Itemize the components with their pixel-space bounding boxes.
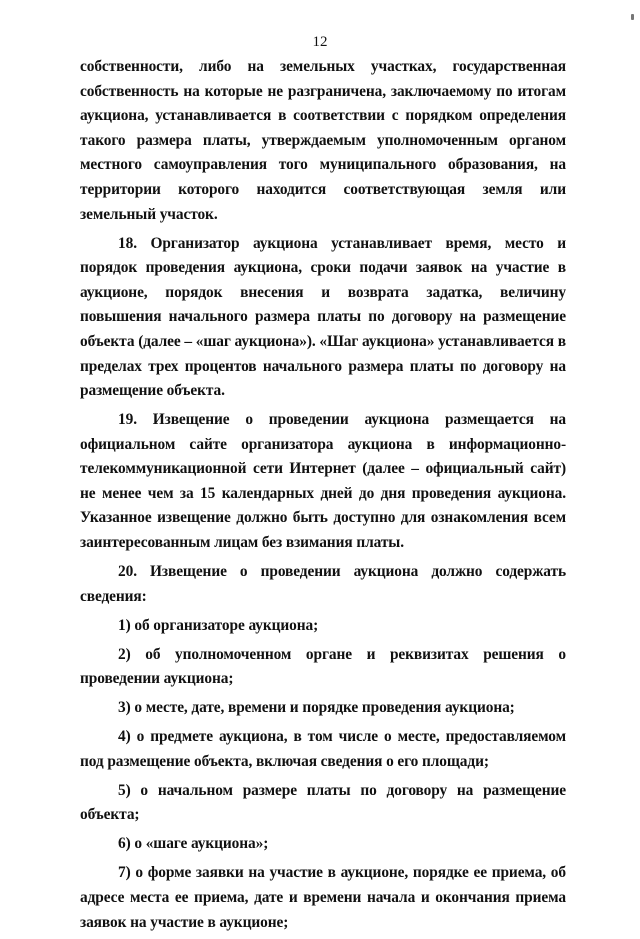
paragraph-continuation: собственности, либо на земельных участках, государственная собственность на которые не разграничена, заключаемому по итогам аукциона, устанавливается в соответствии с порядком определения такого размера платы, утверждаемым уполномоченным органом местного самоуправления того муниципального образования, на территории которого находится соответствующая земля или земельный участок.	[80, 58, 566, 223]
list-item-1: 1) об организаторе аукциона;	[118, 616, 319, 634]
list-item-5: 5) о начальном размере платы по договору на размещение объекта;	[80, 781, 566, 824]
page-number: 12	[312, 34, 328, 50]
document-body	[80, 55, 566, 939]
list-item-2: 2) об уполномоченном органе и реквизитах решения о проведении аукциона;	[80, 645, 566, 688]
list-item-6: 6) о «шаге аукциона»;	[118, 835, 269, 853]
paragraph-18: 18. Организатор аукциона устанавливает время, место и порядок проведения аукциона, сроки подачи заявок на участие в аукционе, порядок внесения и возврата задатка, величину повышения начального размера платы по договору на размещение объекта (далее – «шаг аукциона»). «Шаг аукциона» устанавливается в пределах трех процентов начального размера платы по договору на размещение объекта.	[80, 234, 566, 400]
scan-mark	[631, 14, 634, 20]
list-item-4: 4) о предмете аукциона, в том числе о месте, предоставляемом под размещение объекта, включая сведения о его площади;	[80, 728, 566, 770]
list-item-3: 3) о месте, дате, времени и порядке проведения аукциона;	[118, 699, 515, 717]
paragraph-20: 20. Извещение о проведении аукциона должно содержать сведения:	[80, 563, 566, 605]
paragraph-19: 19. Извещение о проведении аукциона размещается на официальном сайте организатора аукциона в информационно-телекоммуникационной сети Интернет (далее – официальный сайт) не менее чем за 15 календарных дней до дня проведения аукциона. Указанное извещение должно быть доступно для ознакомления всем заинтересованным лицам без взимания платы.	[80, 411, 566, 552]
list-item-7: 7) о форме заявки на участие в аукционе, порядке ее приема, об адресе места ее приема, дате и времени начала и окончания приема заявок на участие в аукционе;	[80, 864, 566, 931]
